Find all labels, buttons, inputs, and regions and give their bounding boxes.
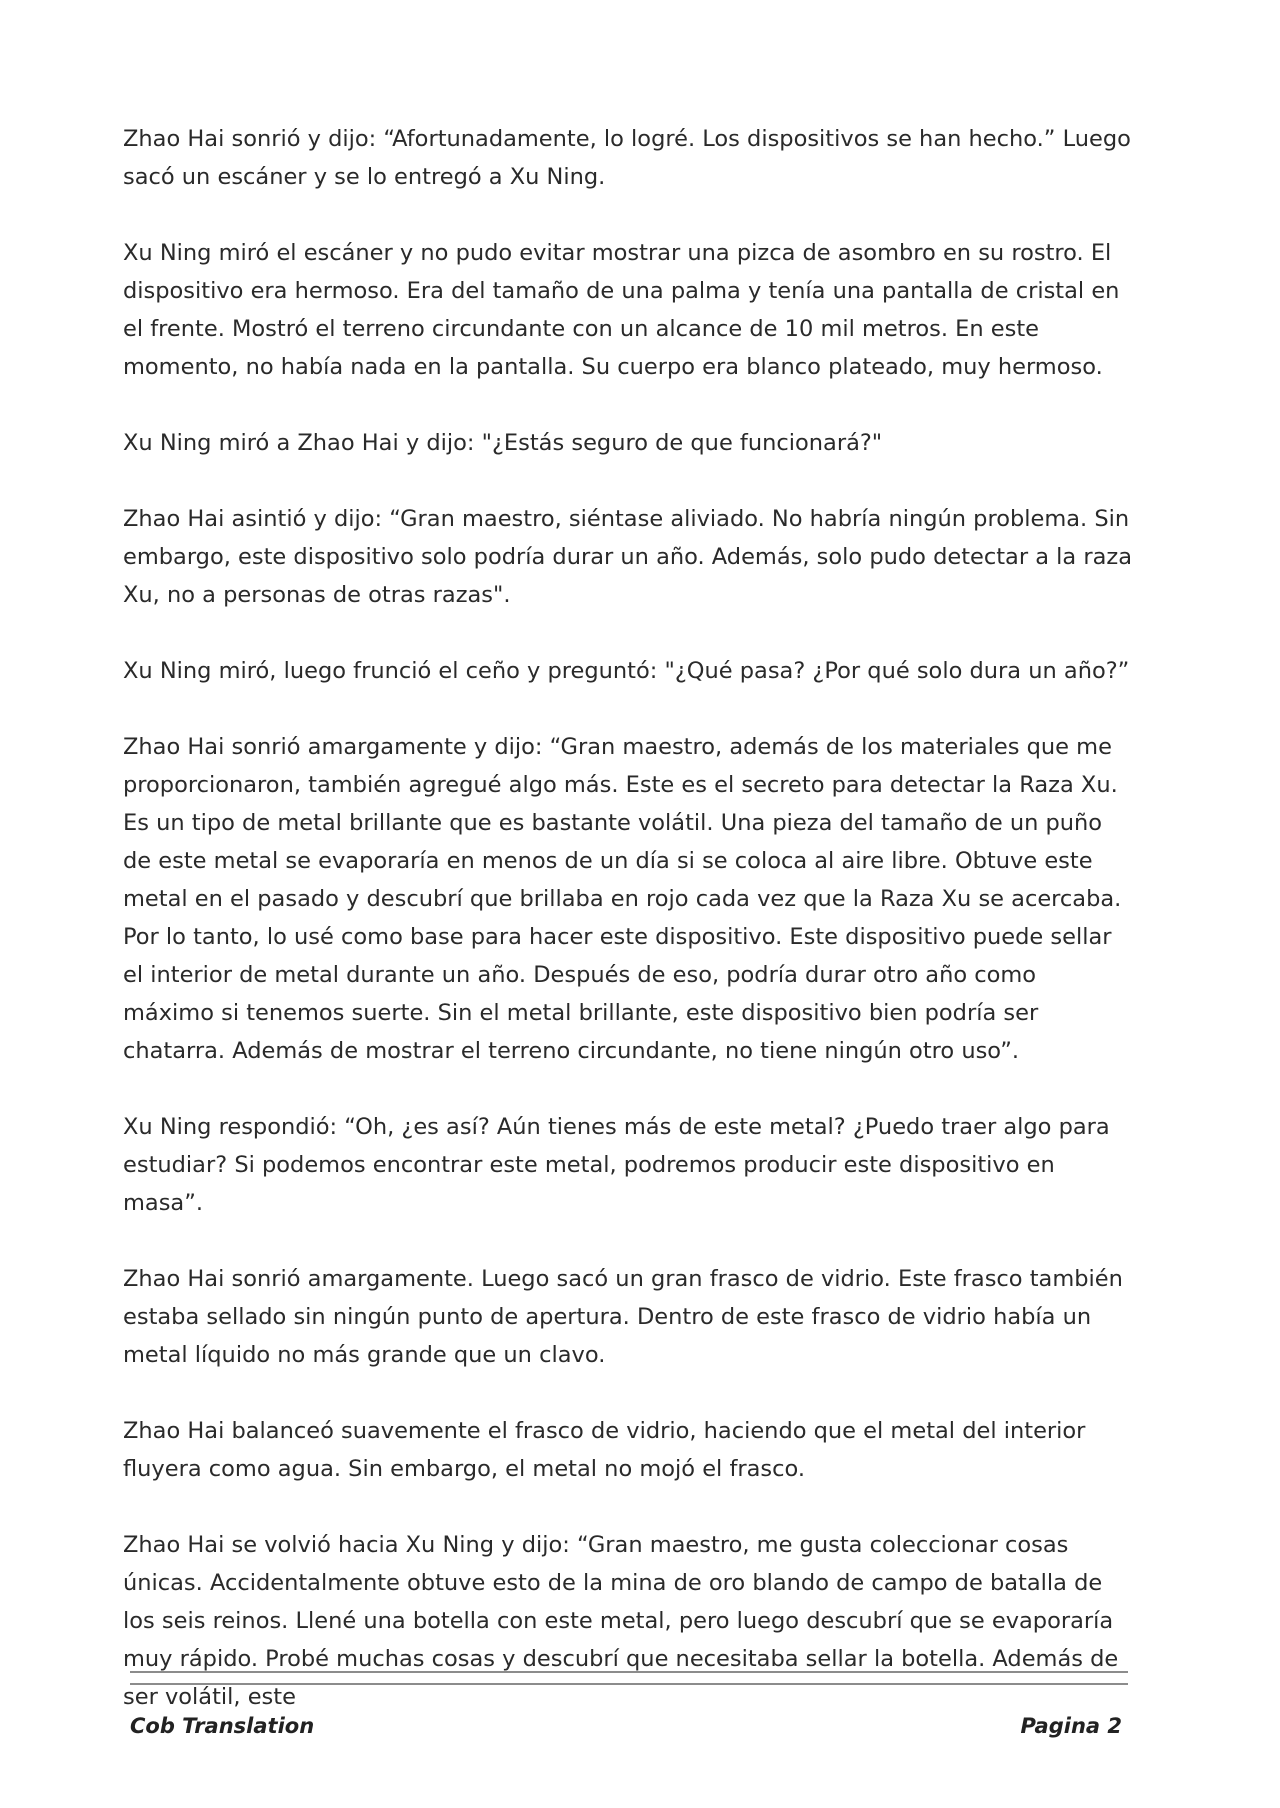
footer-page-number: Pagina 2	[1020, 1714, 1122, 1738]
body-text	[123, 120, 1133, 1754]
paragraph: Zhao Hai sonrió y dijo: “Afortunadamente, lo logré. Los dispositivos se han hecho.” Luego sacó un escáner y se lo entregó a Xu Ning.	[123, 126, 1131, 190]
paragraph: Xu Ning respondió: “Oh, ¿es así? Aún tienes más de este metal? ¿Puedo traer algo para estudiar? Si podemos encontrar este metal, podremos producir este dispositivo en masa”.	[123, 1114, 1110, 1216]
paragraph: Xu Ning miró, luego frunció el ceño y preguntó: "¿Qué pasa? ¿Por qué solo dura un año?”	[123, 658, 1130, 684]
footer-translator-credit: Cob Translation	[130, 1714, 315, 1738]
paragraph: Zhao Hai sonrió amargamente. Luego sacó un gran frasco de vidrio. Este frasco también estaba sellado sin ningún punto de apertura. Dentro de este frasco de vidrio había un metal líquido no más grande que un clavo.	[123, 1266, 1123, 1368]
paragraph: Xu Ning miró a Zhao Hai y dijo: "¿Estás seguro de que funcionará?"	[123, 430, 883, 456]
paragraph: Xu Ning miró el escáner y no pudo evitar mostrar una pizca de asombro en su rostro. El dispositivo era hermoso. Era del tamaño de una palma y tenía una pantalla de cristal en el frente. Mostró el terreno circundante con un alcance de 10 mil metros. En este momento, no había nada en la pantalla. Su cuerpo era blanco plateado, muy hermoso.	[123, 240, 1120, 380]
footer-divider-top	[130, 1671, 1128, 1673]
paragraph: Zhao Hai sonrió amargamente y dijo: “Gran maestro, además de los materiales que me proporcionaron, también agregué algo más. Este es el secreto para detectar la Raza Xu. Es un tipo de metal brillante que es bastante volátil. Una pieza del tamaño de un puño de este metal se evaporaría en menos de un día si se coloca al aire libre. Obtuve este metal en el pasado y descubrí que brillaba en rojo cada vez que la Raza Xu se acercaba. Por lo tanto, lo usé como base para hacer este dispositivo. Este dispositivo puede sellar el interior de metal durante un año. Después de eso, podría durar otro año como máximo si tenemos suerte. Sin el metal brillante, este dispositivo bien podría ser chatarra. Además de mostrar el terreno circundante, no tiene ningún otro uso”.	[123, 734, 1122, 1064]
paragraph: Zhao Hai se volvió hacia Xu Ning y dijo: “Gran maestro, me gusta coleccionar cosas únicas. Accidentalmente obtuve esto de la mina de oro blando de campo de batalla de los seis reinos. Llené una botella con este metal, pero luego descubrí que se evaporaría muy rápido. Probé muchas cosas y descubrí que necesitaba sellar la botella. Además de ser volátil, este	[123, 1532, 1119, 1710]
paragraph: Zhao Hai balanceó suavemente el frasco de vidrio, haciendo que el metal del interior fluyera como agua. Sin embargo, el metal no mojó el frasco.	[123, 1418, 1086, 1482]
paragraph: Zhao Hai asintió y dijo: “Gran maestro, siéntase aliviado. No habría ningún problema. Sin embargo, este dispositivo solo podría durar un año. Además, solo pudo detectar a la raza Xu, no a personas de otras razas".	[123, 506, 1133, 608]
footer-divider-bottom	[130, 1683, 1128, 1685]
